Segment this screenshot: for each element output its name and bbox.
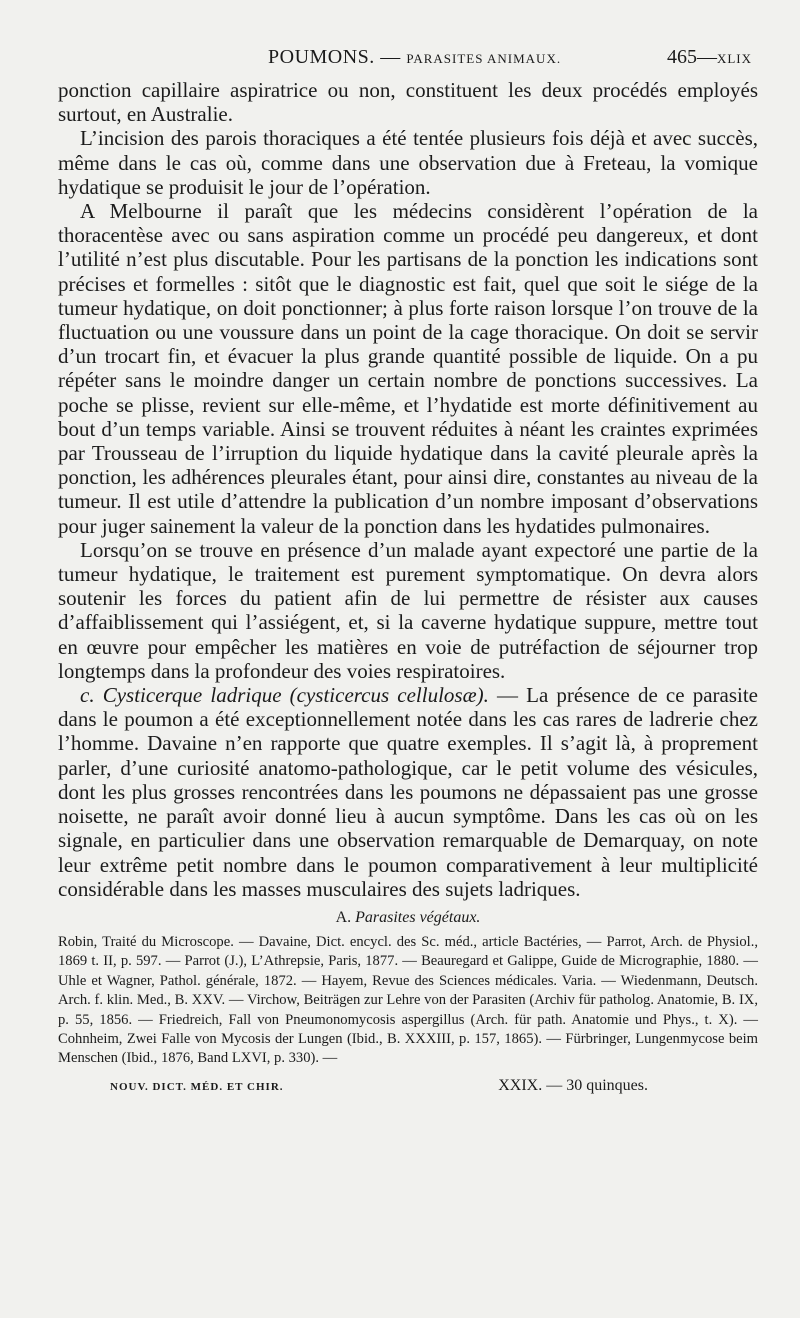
paragraph-cysticerque bbox=[58, 683, 758, 901]
footer-signature: NOUV. DICT. MÉD. ET CHIR. bbox=[110, 1080, 284, 1093]
cysticerque-text: — La présence de ce parasite dans le poumon a été exceptionnellement notée dans les cas rares de ladrerie chez l’homme. Davaine n’en rapporte que quatre exemples. Il s’agit là, à proprement parler, d’une curiosité anatomo-pathologique, car le petit volume des vésicules, dont les plus grosses rencontrées dans les poumons ne dépassaient pas une grosse noisette, ne paraît avoir donné lieu à aucun symptôme. Dans les cas où on les signale, en particulier dans une observation remarquable de Demarquay, on note leur extrême petit nombre dans le poumon comparativement à leur multiplicité considérable dans les masses musculaires des sujets ladriques. bbox=[58, 683, 758, 901]
cysticerque-heading: c. Cysticerque ladrique (cysticercus cellulosæ). bbox=[80, 683, 489, 708]
section-title: Parasites végétaux. bbox=[355, 908, 481, 926]
running-header bbox=[58, 42, 758, 78]
paragraph: ponction capillaire aspiratrice ou non, constituent les deux procédés employés surtout, en Australie. bbox=[58, 78, 758, 127]
bibliography bbox=[58, 933, 758, 1069]
running-title-sub: PARASITES ANIMAUX. bbox=[406, 51, 562, 66]
bibliography-text: Robin, Traité du Microscope. — Davaine, Dict. encycl. des Sc. méd., article Bactéries, — Parrot, Arch. de Physiol., 1869 t. II, p. 597. — Parrot (J.), L’Athrepsie, Paris, 1877. — Beauregard et Galippe, Guide de Micrographie, 1880. — Uhle et Wagner, Pathol. générale, 1872. — Hayem, Revue des Sciences médicales. Varia. — Wiedenmann, Deutsch. Arch. f. klin. Med., B. XXV. — Virchow, Beiträgen zur Lehre von der Parasiten (Archiv für patholog. Anatomie, B. IX, p. 55, 1856. — Friedreich, Fall von Pneumonomycosis aspergillus (Arch. für path. Anatomie und Phys., t. X). — Cohnheim, Zwei Falle von Mycosis der Lungen (Ibid., B. XXXIII, p. 157, 1865). — Fürbringer, Lungenmycose beim Menschen (Ibid., 1876, Band LXVI, p. 330). — bbox=[58, 933, 758, 1067]
main-text bbox=[58, 78, 758, 901]
page-number-roman: XLIX bbox=[716, 51, 752, 66]
section-letter: A. bbox=[335, 908, 352, 926]
running-title-main: POUMONS. — bbox=[268, 46, 401, 68]
paragraph: L’incision des parois thoraciques a été tentée plusieurs fois déjà et avec succès, même dans le cas où, comme dans une observation due à Freteau, la vomique hydatique se produisit le jour de l’opération. bbox=[58, 126, 758, 199]
footer-sheet-mark: XXIX. — 30 quinques. bbox=[498, 1076, 648, 1094]
section-heading bbox=[58, 909, 758, 927]
page-number bbox=[667, 46, 752, 69]
page-number-arabic: 465— bbox=[666, 46, 717, 68]
paragraph: A Melbourne il paraît que les médecins considèrent l’opération de la thoracentèse avec ou sans aspiration comme un procédé peu dangereux, et dont l’utilité n’est plus discutable. Pour les partisans de la ponction les indications sont précises et formelles : sitôt que le diagnostic est fait, quel que soit le siége de la tumeur hydatique, on doit ponctionner; à plus forte raison lorsque l’on trouve de la fluctuation ou une voussure dans un point de la cage thoracique. On doit se servir d’un trocart fin, et évacuer la plus grande quantité possible de liquide. On a pu répéter sans le moindre danger un certain nombre de ponctions successives. La poche se plisse, revient sur elle-même, et l’hydatide est morte définitivement au bout d’un temps variable. Ainsi se trouvent réduites à néant les craintes exprimées par Trousseau de l’irruption du liquide hydatique dans la cavité pleurale après la ponction, les adhérences pleurales étant, pour ainsi dire, constantes au niveau de la tumeur. Il est utile d’attendre la publication d’un nombre imposant d’observations pour juger sainement la valeur de la ponction dans les hydatides pulmonaires. bbox=[58, 199, 758, 538]
paragraph: Lorsqu’on se trouve en présence d’un malade ayant expectoré une partie de la tumeur hydatique, le traitement est purement symptomatique. On devra alors soutenir les forces du patient afin de lui permettre de résister aux causes d’affaiblissement qui l’assiégent, et, si la caverne hydatique suppure, mettre tout en œuvre pour empêcher les matières en voie de putréfaction de séjourner trop longtemps dans la profondeur des voies respiratoires. bbox=[58, 537, 758, 683]
page-footer bbox=[58, 1077, 758, 1107]
running-title bbox=[268, 46, 561, 69]
